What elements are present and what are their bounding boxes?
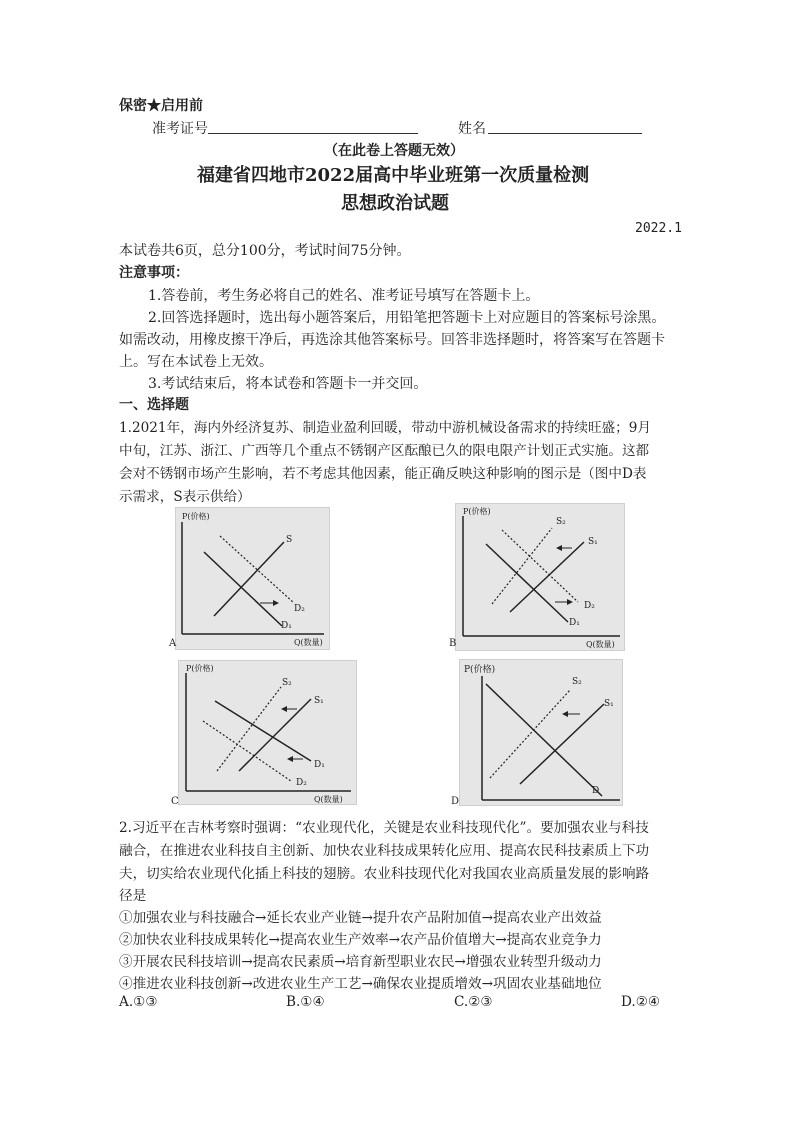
question-2-option: ①加强农业与科技融合→延长农业产业链→提升农产品附加值→提高农业产出效益 [119,910,602,926]
answer-choice-c[interactable]: C.②③ [454,994,493,1010]
figure-a-q-label: Q(数量) [294,638,323,647]
exam-summary: 本试卷共6页，总分100分，考试时间75分钟。 [119,243,411,259]
figure-d-label-s2: S₂ [572,677,582,687]
figure-a-label-s: S [286,535,293,545]
figure-c-label-s2: S₂ [282,678,292,688]
figure-a [175,507,330,650]
figure-d [459,659,623,806]
question-2-text: 2.习近平在吉林考察时强调：“农业现代化，关键是农业科技现代化”。要加强农业与科技 [119,820,649,836]
question-2-option: ②加快农业科技成果转化→提高农业生产效率→农产品价值增大→提高农业竞争力 [119,932,602,948]
question-1-text: 1.2021年，海内外经济复苏、制造业盈利回暖，带动中游机械设备需求的持续旺盛；9月 [119,420,651,436]
figure-b-q-label: Q(数量) [586,640,615,649]
figure-c [178,660,357,805]
notice-item: 如需改动，用橡皮擦干净后，再选涂其他答案标号。回答非选择题时，将答案写在答题卡 [119,332,665,348]
answer-choice-a[interactable]: A.①③ [119,994,158,1010]
figure-a-graph [176,508,329,649]
figure-c-letter: C [171,796,179,807]
figure-b [455,503,625,651]
question-2-text: 融合，在推进农业科技自主创新、加快农业科技成果转化应用、提高农民科技素质上下功 [119,843,650,859]
notice-heading: 注意事项： [119,265,189,281]
figure-c-q-label: Q(数量) [314,795,343,804]
answer-choice-d[interactable]: D.②④ [621,994,661,1010]
question-1-text: 中旬，江苏、浙江、广西等几个重点不锈钢产区酝酿已久的限电限产计划正式实施。这都 [119,443,650,459]
name-line [488,133,642,134]
figure-c-label-d1: D₁ [314,760,325,770]
figure-a-p-label: P(价格) [182,512,210,521]
question-1-text: 会对不锈钢市场产生影响，若不考虑其他因素，能正确反映这种影响的图示是（图中D表 [119,466,647,482]
figure-c-p-label: P(价格) [186,664,214,673]
figure-c-graph [179,661,356,804]
figure-a-label-d1: D₁ [281,621,292,631]
question-2-option: ④推进农业科技创新→改进农业生产工艺→确保农业提质增效→巩固农业基础地位 [119,976,602,992]
figure-b-label-d2: D₂ [584,601,595,611]
exam-subtitle: 思想政治试题 [341,193,449,214]
question-1-text: 示需求，S表示供给） [119,489,251,505]
figure-d-graph [460,660,622,805]
figure-b-letter: B [449,638,457,649]
answer-choice-b[interactable]: B.①④ [286,994,325,1010]
figure-a-letter: A [169,638,177,649]
figure-b-p-label: P(价格) [463,507,491,516]
figure-b-label-d1: D₁ [569,618,580,628]
figure-d-letter: D [451,796,460,807]
figure-d-p-label: P(价格) [464,665,496,675]
question-2-text: 夫，切实给农业现代化插上科技的翅膀。农业科技现代化对我国农业高质量发展的影响路 [119,866,650,882]
figure-d-label-d: D [592,786,600,796]
figure-c-label-d2: D₂ [296,778,307,788]
invalid-note: （在此卷上答题无效） [324,143,464,159]
notice-item: 2.回答选择题时，选出每小题答案后，用铅笔把答题卡上对应题目的答案标号涂黑。 [148,310,666,326]
question-2-option: ③开展农民科技培训→提高农民素质→培育新型职业农民→增强农业转型升级动力 [119,954,602,970]
admission-number-line [208,133,418,134]
exam-title: 福建省四地市2022届高中毕业班第一次质量检测 [197,165,590,186]
figure-b-graph [456,504,624,650]
figure-a-label-d2: D₂ [294,604,305,614]
name-label: 姓名 [458,121,486,137]
question-2-text: 径是 [119,888,147,904]
figure-b-label-s1: S₁ [588,537,598,547]
figure-d-label-s1: S₁ [604,699,614,709]
notice-item: 上。写在本试卷上无效。 [119,354,273,370]
figure-c-label-s1: S₁ [314,696,324,706]
exam-date: 2022.1 [635,221,682,236]
admission-number-label: 准考证号 [152,121,208,137]
section-heading: 一、选择题 [119,397,189,413]
notice-item: 3.考试结束后，将本试卷和答题卡一并交回。 [148,376,428,392]
figure-b-label-s2: S₂ [556,517,566,527]
confidential-label: 保密★启用前 [119,98,203,114]
notice-item: 1.答卷前，考生务必将自己的姓名、准考证号填写在答题卡上。 [148,288,540,304]
